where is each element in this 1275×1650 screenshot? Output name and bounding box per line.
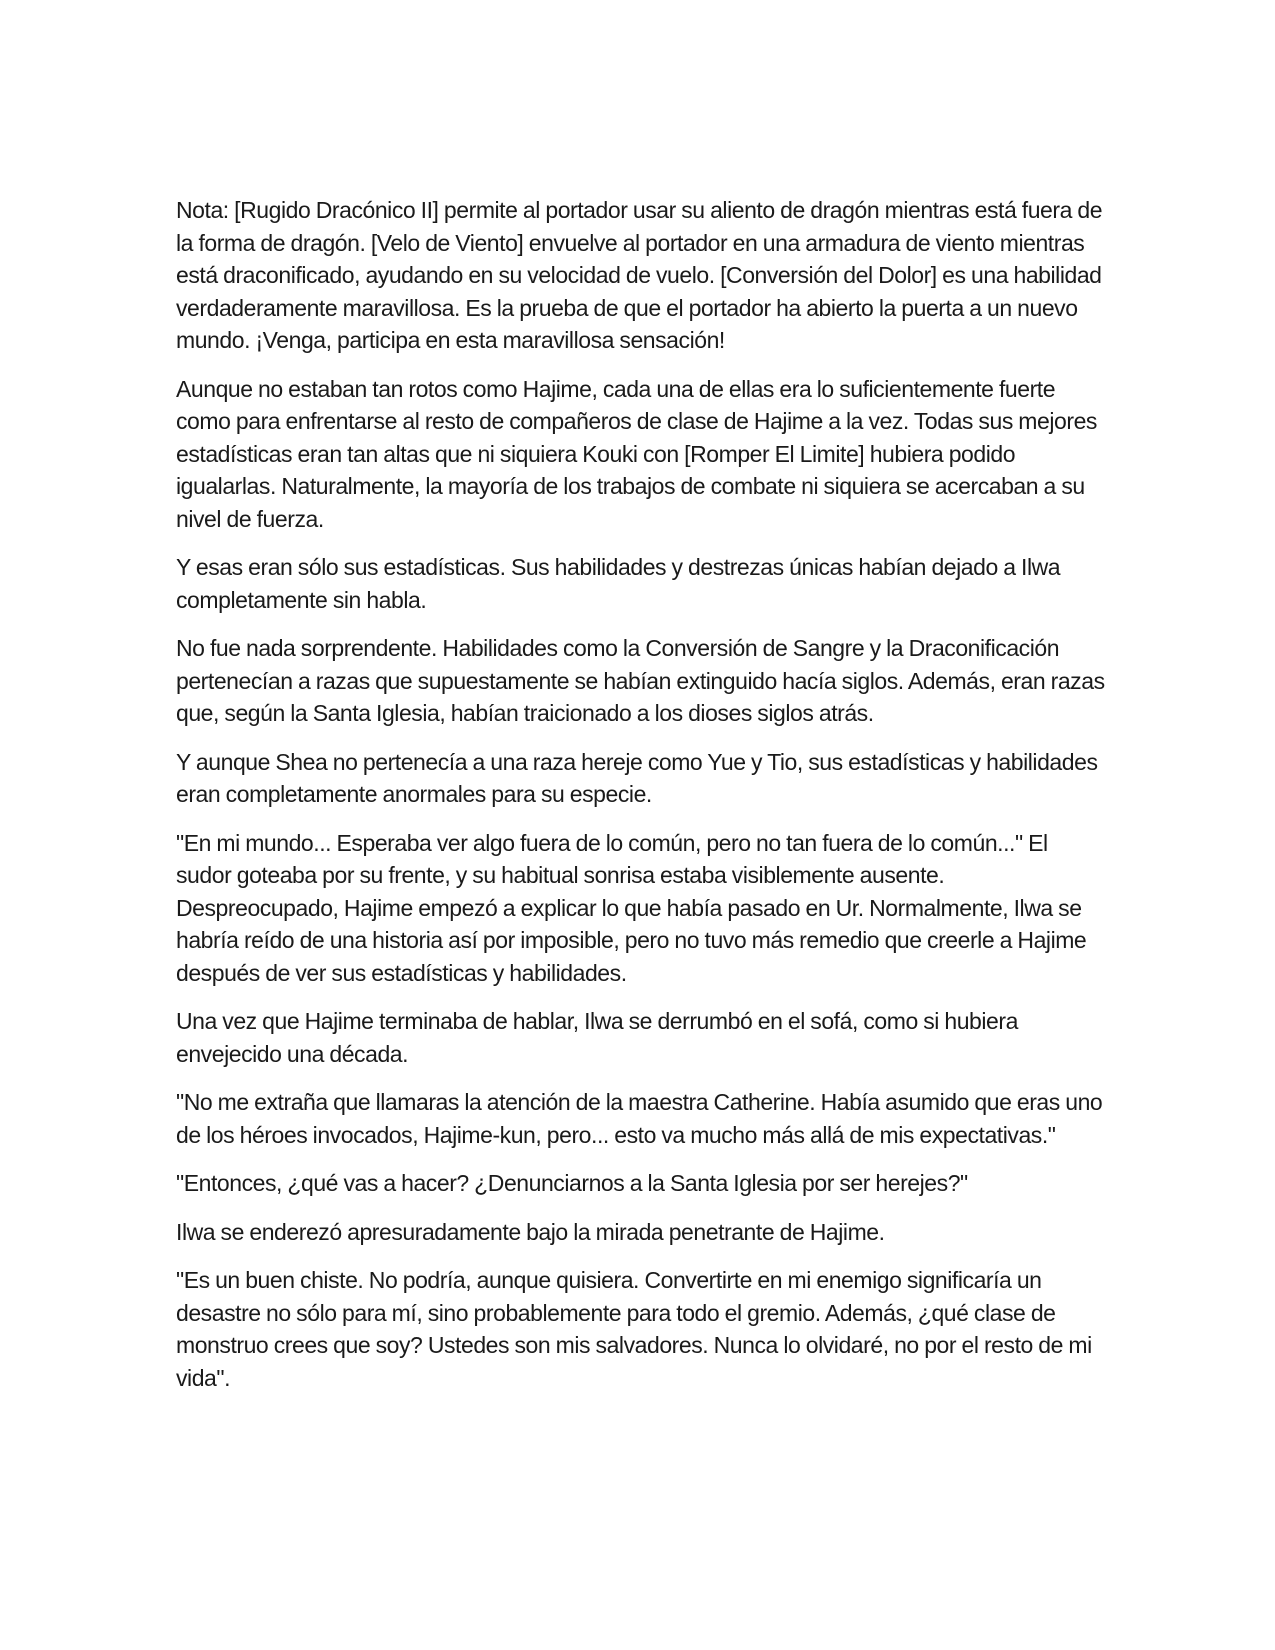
paragraph: "En mi mundo... Esperaba ver algo fuera de lo común, pero no tan fuera de lo común..." El sudor goteaba por su frente, y su habitual sonrisa estaba visiblemente ausente. Despreocupado, Hajime empezó a explicar lo que había pasado en Ur. Normalmente, Ilwa se habría reído de una historia así por imposible, pero no tuvo más remedio que creerle a Hajime después de ver sus estadísticas y habilidades. [176, 829, 1087, 986]
paragraph: "Es un buen chiste. No podría, aunque quisiera. Convertirte en mi enemigo significaría un desastre no sólo para mí, sino probablemente para todo el gremio. Además, ¿qué clase de monstruo crees que soy? Ustedes son mis salvadores. Nunca lo olvidaré, no por el resto de mi vida". [176, 1267, 1092, 1391]
paragraph: "No me extraña que llamaras la atención de la maestra Catherine. Había asumido que eras uno de los héroes invocados, Hajime-kun, pero... esto va mucho más allá de mis expectativas." [176, 1089, 1103, 1148]
paragraph: "Entonces, ¿qué vas a hacer? ¿Denunciarnos a la Santa Iglesia por ser herejes?" [176, 1170, 968, 1196]
paragraph: Ilwa se enderezó apresuradamente bajo la mirada penetrante de Hajime. [176, 1218, 885, 1245]
paragraph: Y aunque Shea no pertenecía a una raza hereje como Yue y Tio, sus estadísticas y habilidades eran completamente anormales para su especie. [176, 748, 1098, 807]
paragraph: Una vez que Hajime terminaba de hablar, Ilwa se derrumbó en el sofá, como si hubiera envejecido una década. [176, 1008, 1018, 1067]
paragraph: Nota: [Rugido Dracónico II] permite al portador usar su aliento de dragón mientras está fuera de la forma de dragón. [Velo de Viento] envuelve al portador en una armadura de viento mientras está draconificado, ayudando en su velocidad de vuelo. [Conversión del Dolor] es una habilidad verdaderamente maravillosa. Es la prueba de que el portador ha abierto la puerta a un nuevo mundo. ¡Venga, participa en esta maravillosa sensación! [176, 197, 1103, 353]
paragraph: Aunque no estaban tan rotos como Hajime, cada una de ellas era lo suficientemente fuerte como para enfrentarse al resto de compañeros de clase de Hajime a la vez. Todas sus mejores estadísticas eran tan altas que ni siquiera Kouki con [Romper El Limite] hubiera podido igualarlas. Naturalmente, la mayoría de los trabajos de combate ni siquiera se acercaban a su nivel de fuerza. [176, 375, 1097, 532]
document-body [176, 194, 1106, 1410]
paragraph: Y esas eran sólo sus estadísticas. Sus habilidades y destrezas únicas habían dejado a Ilwa completamente sin habla. [176, 554, 1061, 613]
paragraph: No fue nada sorprendente. Habilidades como la Conversión de Sangre y la Draconificación pertenecían a razas que supuestamente se habían extinguido hacía siglos. Además, eran razas que, según la Santa Iglesia, habían traicionado a los dioses siglos atrás. [176, 635, 1105, 726]
